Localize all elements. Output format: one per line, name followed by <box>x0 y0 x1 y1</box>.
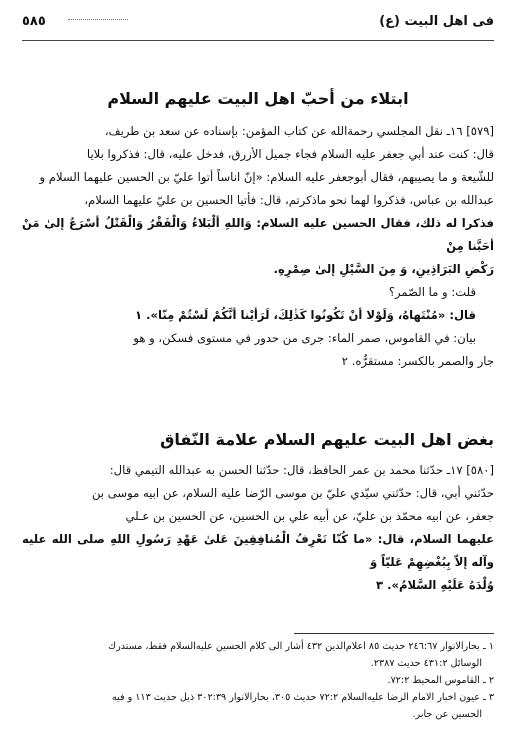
header-dotted-leader <box>68 19 128 20</box>
hadith-579-question: قلت: و ما الصّمر؟ <box>388 285 476 299</box>
footnote-1-cont: الوسائل ٤٣١:٢ حديث ٢٣٨٧. <box>370 658 482 669</box>
hadith-580-line-1: حدّثني أبي، قال: حدّثني سيّدي عليّ بن موسى الرّضا عليه السلام، عن ابيه موسى بن <box>91 486 494 500</box>
footnote-1: ١ ـ بحارالانوار ٢٤٦:٦٧ حديث ٨٥ اعلام‌الدين ٤٣٢ أشار الى كلام الحسين عليه‌السلام فقط، مستدرك <box>108 641 494 652</box>
hadith-579-line-5: رَكْضِ البَرَاذِينِ، وَ مِنَ السَّيْلِ إلىٰ صِمْرِهِ. <box>273 262 494 276</box>
hadith-579-line-2: للشّيعة و ما يصيبهم، فقال أبوجعفر عليه السلام: «إنّ اناساً أتوا عليّ بن الحسين عليهما السلام و <box>39 170 494 184</box>
page-header <box>22 14 494 38</box>
hadith-580-line-4: وُلْدَهُ عَلَيْهِ السَّلامُ». ٣ <box>375 578 494 592</box>
footnote-3-cont: الحسين عن جابر. <box>412 709 482 720</box>
section-2-body <box>22 459 494 597</box>
header-rule <box>22 40 494 41</box>
hadith-580-line-3: عليهما السلام، قال: «ما كُنّا نَعْرِفُ الْمُنافِقِينَ عَلىٰ عَهْدِ رَسُولِ اللهِ صلى الله عليه وآله إلاّ بِبُغْضِهِمْ عَليّاً وَ <box>22 532 494 569</box>
footnote-rule <box>294 633 494 634</box>
hadith-579-line-4: فذكرا له ذلك، فقال الحسين عليه السلام: وَاللهِ ألْبَلاءُ وَالْفَقْرُ وَالْقَتْلُ أسْرَعُ إلىٰ مَنْ أحَبَّنا مِنْ <box>22 216 494 253</box>
footnote-3: ٣ ـ عيون اخبار الامام الرضا عليه‌السلام ٧٢:٢ حديث ٣٠٥، بحارالانوار ٣٠٢:٣٩ ذيل حديث ١١٣ و فيه <box>111 692 494 703</box>
hadith-579-line-3: عبدالله بن عباس، فذكروا لهما نحو ماذكرتم، قال: فأتيا الحسين بن عليّ عليهما السلام، <box>84 193 494 207</box>
page-number: ٥٨٥ <box>22 14 46 29</box>
section-1-body <box>22 120 494 373</box>
hadith-580-line-2: جعفر، عن ابيه محمّد بن عليّ، عن أبيه علي بن الحسين، عن الحسين بن عـلي <box>125 509 494 523</box>
explanation-line-2: جار والصمر بالكسر: مستقرُّه. ٢ <box>341 354 494 368</box>
section-title-1: ابتلاء من أحبّ اهل البيت عليهم السلام <box>107 89 409 108</box>
hadith-579-line-1: قال: كنت عند أبي جعفر عليه السلام فجاء جميل الأزرق، فدخل عليه، قال: فذكروا بلايا <box>86 147 494 161</box>
explanation-line-1: بيان: في القاموس، صمر الماء: جرى من حدور في مستوى فسكن، و هو <box>133 331 476 345</box>
footnotes <box>22 638 494 723</box>
hadith-579-intro: [٥٧٩] ١٦ـ نقل المجلسي رحمة‌الله عن كتاب المؤمن: بإسناده عن سعد بن طريف، <box>104 124 494 138</box>
footnote-2: ٢ ـ القاموس المحيط ٧٢:٢. <box>387 675 494 686</box>
running-head: فی اهل البیت (ع) <box>379 14 494 29</box>
hadith-579-answer: قال: «مُنْتَهاهُ، وَلَوْلا أنْ تَكُونُوا كَذٰلِكَ، لَرَأيْنا أنَّكُمْ لَسْتُمْ مِنّا». ١ <box>134 308 476 322</box>
section-title-2: بغض اهل البيت عليهم السلام علامة النّفاق <box>160 430 494 449</box>
hadith-580-intro: [٥٨٠] ١٧ـ حدّثنا محمد بن عمر الحافظ، قال: حدّثنا الحسن به عبدالله التيمي قال: <box>109 463 494 477</box>
